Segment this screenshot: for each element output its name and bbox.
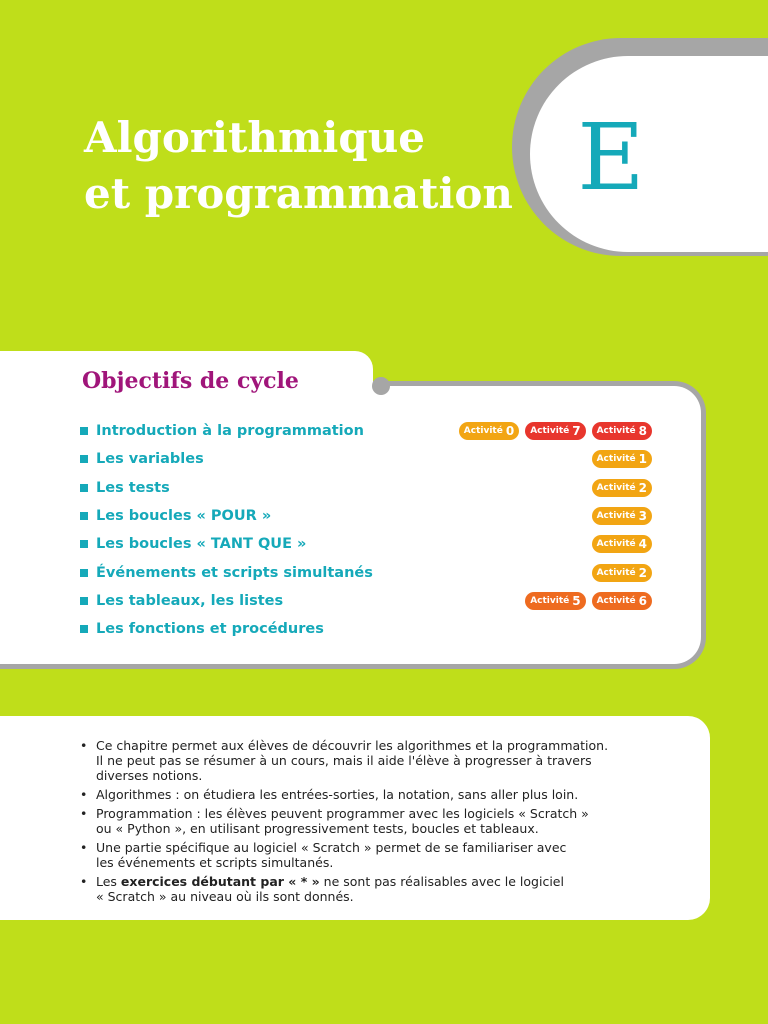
square-bullet-icon — [80, 512, 88, 520]
activity-badges — [525, 592, 652, 610]
activity-badge-number: 6 — [638, 593, 647, 608]
activity-badges — [592, 450, 652, 468]
activity-badge-number: 1 — [638, 452, 647, 467]
activity-badge[interactable] — [592, 422, 652, 440]
objective-item — [80, 621, 324, 637]
note-text: Une partie spécifique au logiciel « Scratch » permet de se familiariser avec — [96, 840, 567, 855]
activity-badges — [592, 507, 652, 525]
objective-row — [80, 417, 652, 445]
activity-badge-number: 8 — [638, 424, 647, 439]
note-text: « Scratch » au niveau où ils sont donnés. — [96, 889, 354, 904]
objective-item — [80, 480, 170, 496]
activity-badges — [592, 535, 652, 553]
chapter-title — [84, 110, 513, 222]
note-item — [80, 840, 660, 870]
square-bullet-icon — [80, 597, 88, 605]
objective-item — [80, 451, 204, 467]
activity-badge-number: 5 — [572, 593, 581, 608]
square-bullet-icon — [80, 455, 88, 463]
activity-badge[interactable] — [592, 450, 652, 468]
note-item — [80, 806, 660, 836]
objective-row — [80, 445, 652, 473]
note-text: Algorithmes : on étudiera les entrées-sorties, la notation, sans aller plus loin. — [96, 787, 579, 802]
note-item — [80, 787, 660, 802]
square-bullet-icon — [80, 484, 88, 492]
note-text: ou « Python », en utilisant progressivement tests, boucles et tableaux. — [96, 821, 539, 836]
activity-badge-label: Activité — [530, 595, 570, 606]
objectives-list — [80, 417, 652, 643]
activity-badges — [592, 564, 652, 582]
objective-item — [80, 565, 373, 581]
chapter-title-line-1: Algorithmique — [84, 113, 425, 162]
objective-label: Introduction à la programmation — [96, 423, 364, 440]
note-item — [80, 874, 660, 904]
note-text: Il ne peut pas se résumer à un cours, mais il aide l'élève à progresser à travers — [96, 753, 592, 768]
objective-label: Les tests — [96, 479, 170, 496]
activity-badge-label: Activité — [596, 454, 636, 465]
square-bullet-icon — [80, 625, 88, 633]
activity-badge-number: 2 — [638, 480, 647, 495]
objective-item — [80, 508, 271, 524]
objective-row — [80, 587, 652, 615]
objective-row — [80, 615, 652, 643]
note-text: Les — [96, 874, 121, 889]
activity-badge[interactable] — [592, 592, 652, 610]
activity-badge[interactable] — [592, 479, 652, 497]
activity-badges — [459, 422, 652, 440]
activity-badge-label: Activité — [596, 567, 636, 578]
objective-row — [80, 502, 652, 530]
activity-badge-label: Activité — [596, 511, 636, 522]
activity-badge-number: 3 — [638, 509, 647, 524]
objective-item — [80, 536, 306, 552]
square-bullet-icon — [80, 540, 88, 548]
objective-label: Les boucles « TANT QUE » — [96, 536, 307, 553]
objective-label: Événements et scripts simultanés — [96, 564, 373, 581]
note-text: Programmation : les élèves peuvent programmer avec les logiciels « Scratch » — [96, 806, 589, 821]
square-bullet-icon — [80, 427, 88, 435]
objectives-heading: Objectifs de cycle — [82, 368, 299, 394]
activity-badge-label: Activité — [596, 482, 636, 493]
activity-badge-label: Activité — [596, 539, 636, 550]
objective-row — [80, 558, 652, 586]
activity-badge[interactable] — [459, 422, 519, 440]
activity-badge[interactable] — [592, 535, 652, 553]
objective-row — [80, 474, 652, 502]
activity-badge[interactable] — [525, 422, 585, 440]
note-text: les événements et scripts simultanés. — [96, 855, 334, 870]
note-text: ne sont pas réalisables avec le logiciel — [319, 874, 564, 889]
note-text: diverses notions. — [96, 768, 203, 783]
activity-badge[interactable] — [592, 564, 652, 582]
square-bullet-icon — [80, 569, 88, 577]
objective-label: Les boucles « POUR » — [96, 508, 272, 525]
objective-row — [80, 530, 652, 558]
objective-item — [80, 423, 364, 439]
activity-badge-label: Activité — [596, 426, 636, 437]
activity-badge-number: 2 — [638, 565, 647, 580]
chapter-letter-tab — [530, 56, 768, 252]
activity-badge-number: 7 — [572, 424, 581, 439]
objective-label: Les tableaux, les listes — [96, 592, 284, 609]
note-item — [80, 738, 660, 783]
note-text: Ce chapitre permet aux élèves de découvrir les algorithmes et la programmation. — [96, 738, 609, 753]
activity-badge-label: Activité — [463, 426, 503, 437]
activity-badge[interactable] — [592, 507, 652, 525]
activity-badge-label: Activité — [530, 426, 570, 437]
objective-item — [80, 593, 283, 609]
activity-badges — [592, 479, 652, 497]
objective-label: Les variables — [96, 451, 204, 468]
objective-label: Les fonctions et procédures — [96, 621, 324, 638]
connector-dot — [372, 377, 390, 395]
note-emphasis: exercices débutant par « * » — [120, 874, 320, 889]
notes-list — [80, 738, 660, 908]
chapter-title-line-2: et programmation — [84, 169, 513, 218]
activity-badge-label: Activité — [596, 595, 636, 606]
activity-badge[interactable] — [525, 592, 585, 610]
activity-badge-number: 0 — [505, 424, 515, 439]
activity-badge-number: 4 — [638, 537, 647, 552]
chapter-letter: E — [577, 104, 645, 211]
